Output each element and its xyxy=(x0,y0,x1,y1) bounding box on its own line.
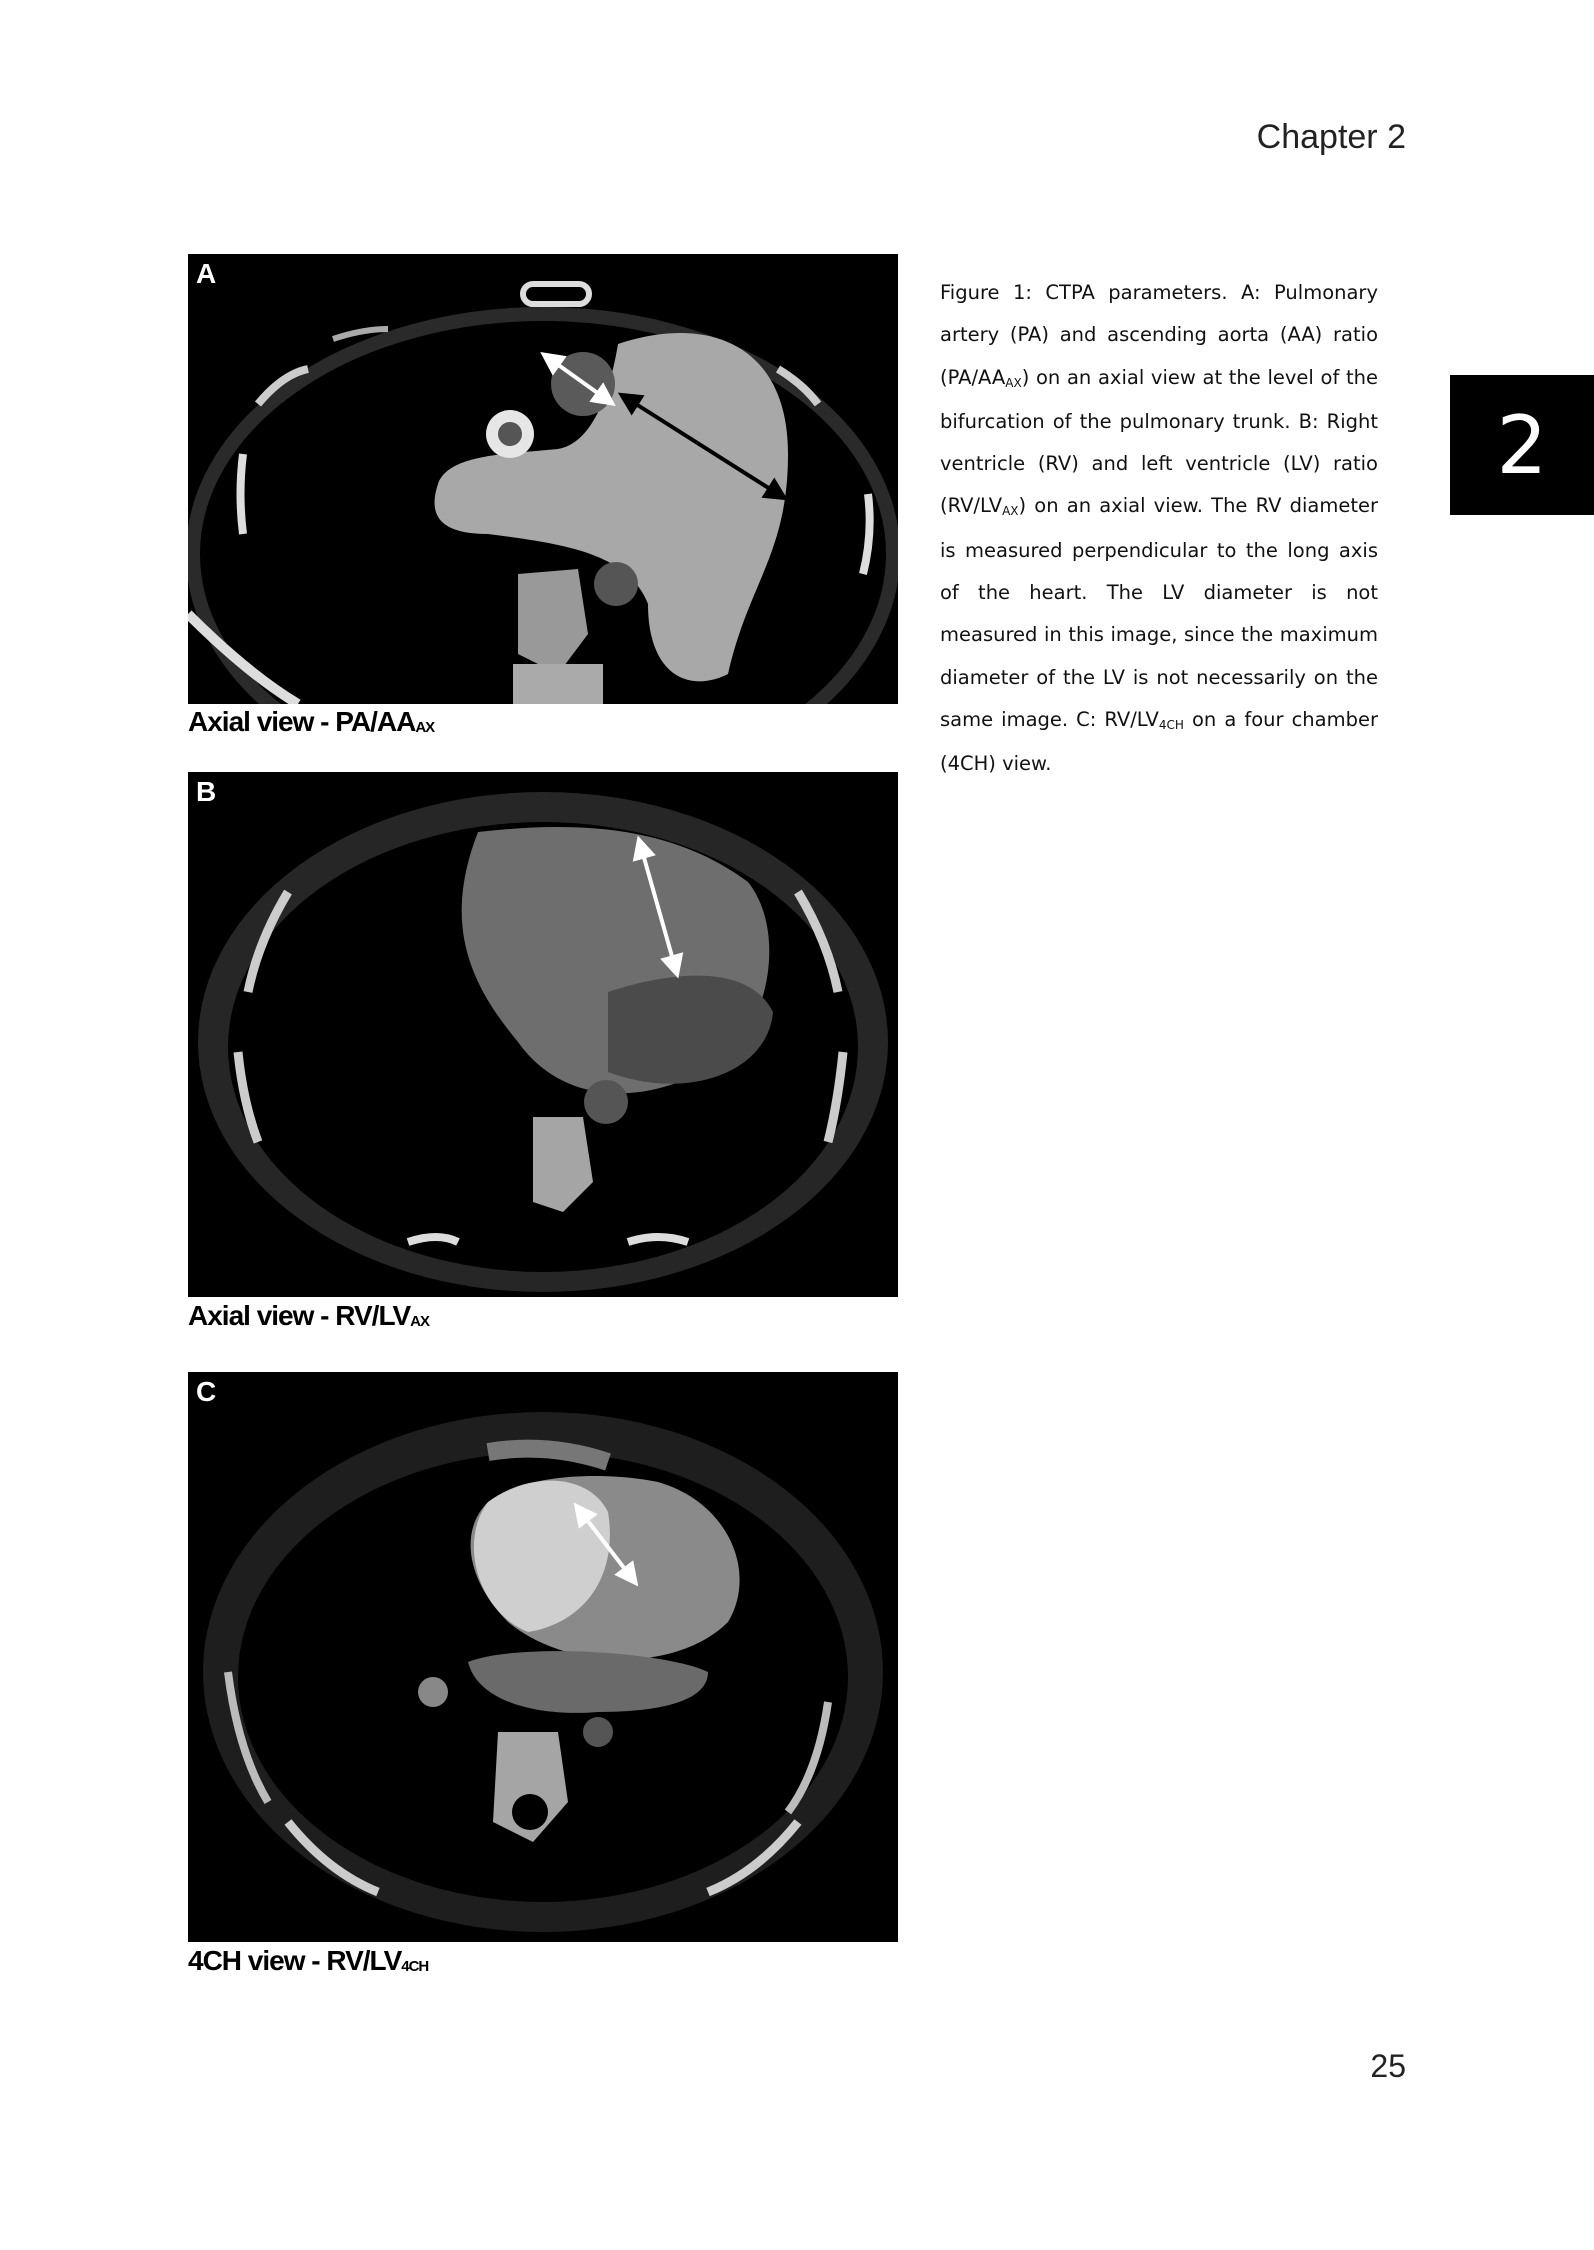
ct-4ch-rv-lv-image xyxy=(188,1372,898,1942)
panel-label-b: Axial view - $RV/LV_{AX}$ xyxy=(188,1300,430,1331)
ct-image-panel-c xyxy=(188,1372,898,1942)
chapter-tab: 2 xyxy=(1450,375,1594,515)
panel-label-c: 4CH view - $RV/LV_{4CH}$ xyxy=(188,1945,429,1976)
figure-caption: Figure 1: CTPA parameters. A: Pulmonary artery (PA) and ascending aorta (AA) ratio $(PA/AA_{AX})$ on an axial view at the level of the bifurcation of the pulmonary trunk. B: Right ventricle (RV) and left ventricle (LV) ratio $(RV/LV_{AX})$ on an axial view. The RV diameter is measured perpendicular to the long axis of the heart. The LV diameter is not measured in this image, since the maximum diameter of the LV is not necessarily on the same image. C: $RV/LV_{4CH}$ on a four chamber (4CH) view. xyxy=(940,281,1378,776)
chapter-header: Chapter 2 xyxy=(1256,118,1406,156)
ct-axial-pa-aa-image xyxy=(188,254,898,704)
ct-axial-rv-lv-image xyxy=(188,772,898,1297)
panel-label-a: Axial view - $PA/AA_{AX}$ xyxy=(188,706,435,737)
panel-letter-a: A xyxy=(196,258,217,289)
ct-image-panel-b xyxy=(188,772,898,1297)
page-number: 25 xyxy=(1370,2048,1406,2084)
panel-letter-b: B xyxy=(196,776,217,807)
ct-image-panel-a xyxy=(188,254,898,704)
panel-letter-c: C xyxy=(196,1376,217,1407)
